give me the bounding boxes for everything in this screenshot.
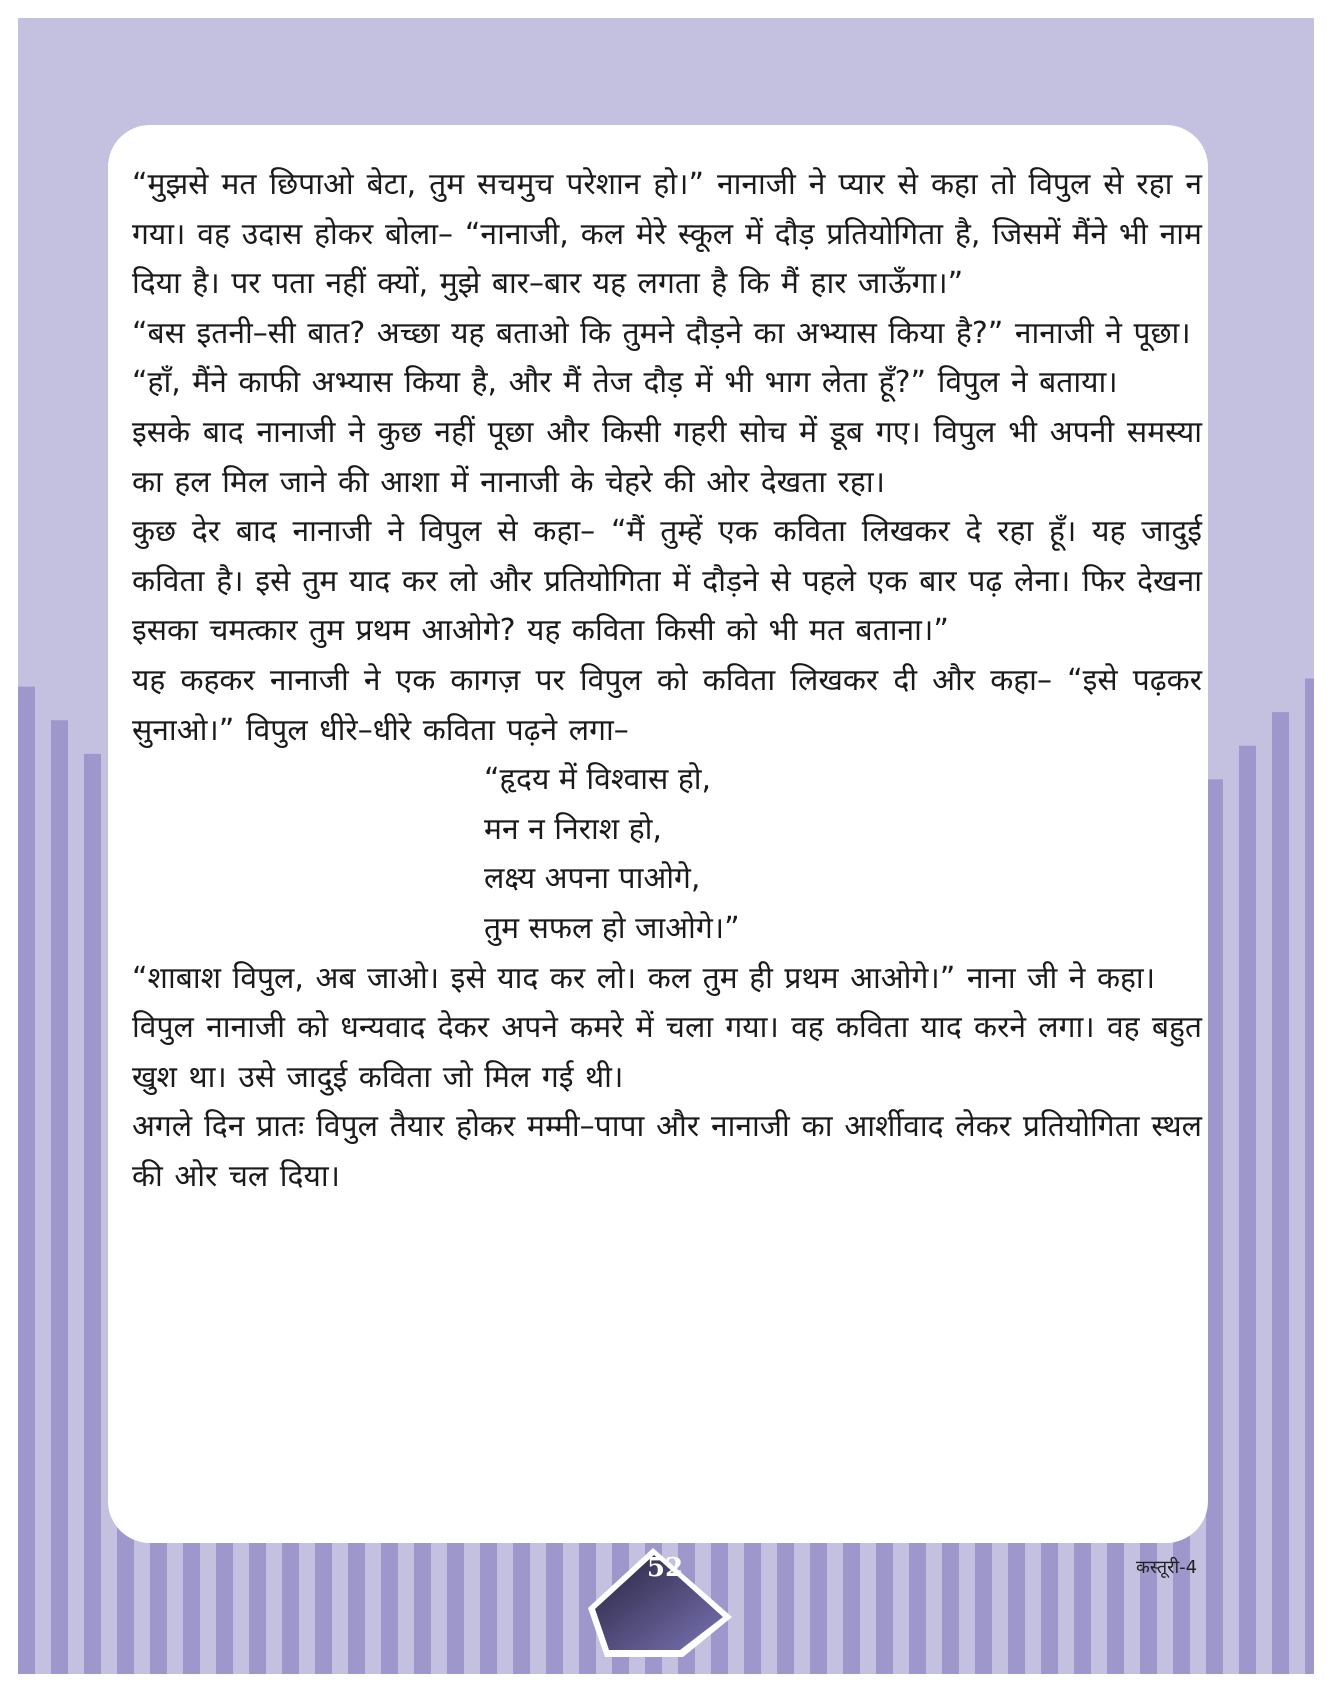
stripe (84, 754, 101, 1674)
paragraph: इसके बाद नानाजी ने कुछ नहीं पूछा और किसी गहरी सोच में डूब गए। विपुल भी अपनी समस्या का हल मिल जाने की आशा में नानाजी के चेहरे की ओर देखता रहा। (132, 414, 1202, 500)
paragraph: यह कहकर नानाजी ने एक कागज़ पर विपुल को कविता लिखकर दी और कहा– “इसे पढ़कर सुनाओ।” विपुल धीरे–धीरे कविता पढ़ने लगा– (132, 662, 1202, 748)
poem-line: “हृदय में विश्वास हो, (484, 762, 712, 798)
paragraph: “शाबाश विपुल, अब जाओ। इसे याद कर लो। कल तुम ही प्रथम आओगे।” नाना जी ने कहा। (132, 960, 1156, 996)
page-number: 52 (646, 1553, 684, 1583)
paragraph: “बस इतनी–सी बात? अच्छा यह बताओ कि तुमने दौड़ने का अभ्यास किया है?” नानाजी ने पूछा। (132, 315, 1191, 351)
book-label: कस्तूरी-4 (1136, 1557, 1198, 1578)
stripe (1206, 779, 1223, 1674)
poem-line: तुम सफल हो जाओगे।” (484, 910, 740, 946)
stripe (18, 687, 35, 1674)
story-text (132, 160, 1202, 1201)
stripe (1272, 712, 1289, 1674)
paragraph: अगले दिन प्रातः विपुल तैयार होकर मम्मी–पापा और नानाजी का आर्शीवाद लेकर प्रतियोगिता स्थल की ओर चल दिया। (132, 1109, 1202, 1194)
paragraph: कुछ देर बाद नानाजी ने विपुल से कहा– “मैं तुम्हें एक कविता लिखकर दे रहा हूँ। यह जादुई कविता है। इसे तुम याद कर लो और प्रतियोगिता में दौड़ने से पहले एक बार पढ़ लेना। फिर देखना इसका चमत्कार तुम प्रथम आओगे? यह कविता किसी को भी मत बताना।” (132, 514, 1202, 649)
paragraph: “हाँ, मैंने काफी अभ्यास किया है, और मैं तेज दौड़ में भी भाग लेता हूँ?” विपुल ने बताया। (132, 365, 1118, 401)
poem-line: लक्ष्य अपना पाओगे, (484, 861, 701, 897)
stripe (1239, 746, 1256, 1674)
paragraph: “मुझसे मत छिपाओ बेटा, तुम सचमुच परेशान हो।” नानाजी ने प्यार से कहा तो विपुल से रहा न गया। वह उदास होकर बोला– “नानाजी, कल मेरे स्कूल में दौड़ प्रतियोगिता है, जिसमें मैंने भी नाम दिया है। पर पता नहीं क्यों, मुझे बार–बार यह लगता है कि मैं हार जाऊँगा।” (132, 167, 1202, 302)
stripe (1305, 679, 1314, 1674)
poem-line: मन न निराश हो, (484, 811, 662, 847)
paragraph: विपुल नानाजी को धन्यवाद देकर अपने कमरे में चला गया। वह कविता याद करने लगा। वह बहुत खुश था। उसे जादुई कविता जो मिल गई थी। (132, 1010, 1202, 1095)
stripe (51, 720, 68, 1674)
poem (132, 755, 1202, 953)
